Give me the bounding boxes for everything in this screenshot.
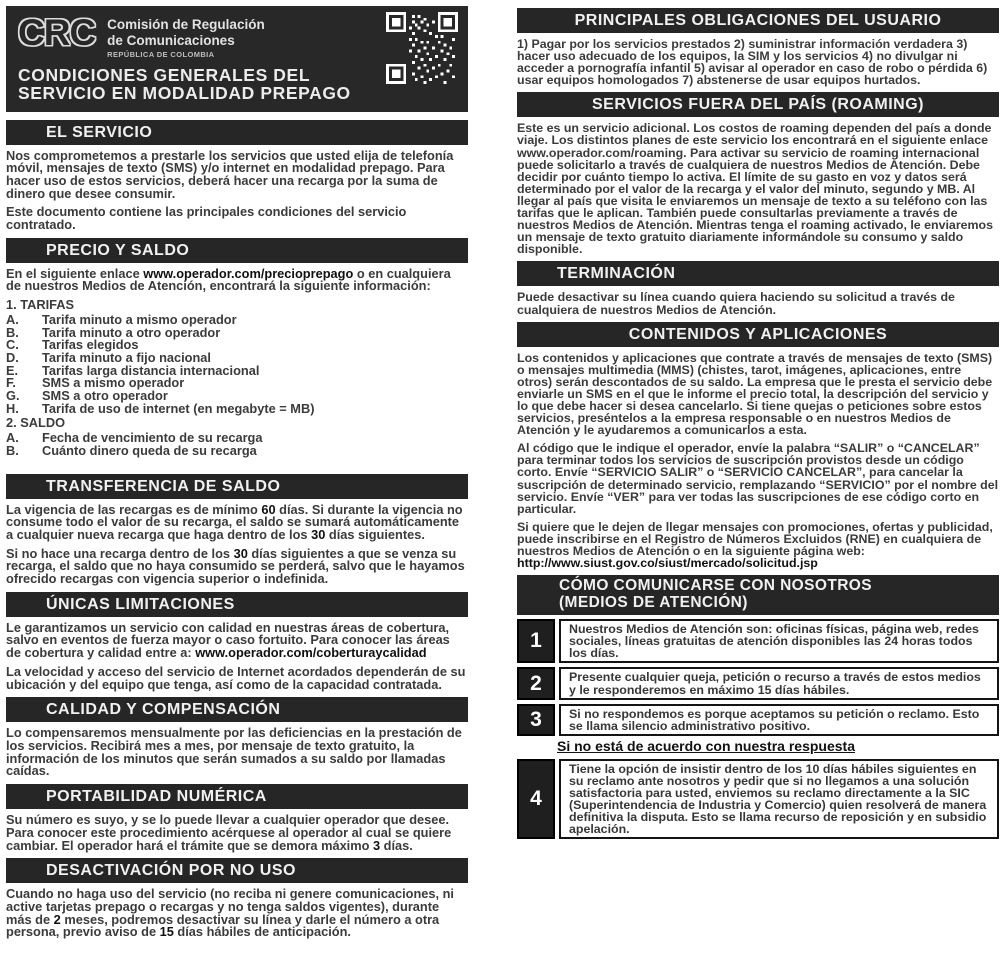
right-column-blocks [517,8,999,839]
paragraph: Este es un servicio adicional. Los costos de roaming dependen del país a donde viaje. Los distintos planes de este servicio los encontrará en el siguiente enlace www.operador.com/roaming. Para activar su servicio de roaming internacional puede solicitarlo a través de cualquiera de nuestros Medios de Atención. Debe decidir por cuánto tiempo lo activa. El límite de su gasto en voz y datos será determinado por el valor de la recarga y el valor del minuto, segundo y MB. Al llegar al país que visita le enviaremos un mensaje de texto a su teléfono con las tarifas que le aplican. También puede consultarlas previamente a través de nuestros Medios de Atención. Mientras tenga el roaming activado, le enviaremos un mensaje de texto gratuito diariamente informándole su consumo y saldo disponible. [517,121,994,257]
list-item-label: G. [6,388,20,404]
list-item-text: Cuánto dinero queda de su recarga [42,442,257,458]
paragraph: Lo compensaremos mensualmente por las deficiencias en la prestación de los servicios. Recibirá mes a mes, por mensaje de texto gratuito, la información de los minutos que serán sumados a su saldo por llamadas caídas. [6,725,462,779]
contact-table-header-line1: CÓMO COMUNICARSE CON NOSOTROS [559,577,872,595]
table-row-number: 2 [517,667,555,699]
emphasis: www.operador.com/precioprepago [143,265,354,281]
emphasis: 15 [159,924,174,940]
list-item [6,400,468,416]
org-line-2: de Comunicaciones [107,33,235,48]
list-item-label: C. [6,337,19,353]
document-title-line1: CONDICIONES GENERALES DEL [18,64,311,85]
paragraph: Si quiere que le dejen de llegar mensajes con promociones, ofertas y publicidad, puede inscribirse en el Registro de Números Excluidos (RNE) en cualquiera de nuestros Medios de Atención o en la siguiente página web: http://www.siust.gov.co/siust/mercado/solicitud.jsp [517,519,993,571]
list-item-label: E. [6,362,19,378]
brand-header [6,6,468,112]
paragraph: 1. TARIFAS [6,297,75,313]
emphasis: 60 [261,501,276,517]
section-header-desactivacion-por-no-uso: DESACTIVACIÓN POR NO USO [6,858,468,883]
emphasis: http://www.siust.gov.co/siust/mercado/solicitud.jsp [517,556,818,571]
paragraph: Los contenidos y aplicaciones que contrate a través de mensajes de texto (SMS) o mensajes multimedia (MMS) (chistes, tarot, imágenes, aplicaciones, entre otros) serán descontados de su saldo. La empresa que le presta el servicio debe enviarle un SMS en el que le informe el precio total, la descripción del servicio y lo que debe hacer si desea cancelarlo. Si tiene quejas o peticiones sobre estos servicios, preséntelos a la empresa responsable o en nuestros Medios de Atención y le ayudaremos a comunicarlos a esta. [517,350,993,438]
table-row-text: Nuestros Medios de Atención son: oficinas físicas, página web, redes sociales, líneas gratuitas de atención disponibles las 24 horas todos los días. [559,619,999,663]
list-item-text: Tarifa minuto a mismo operador [42,311,237,327]
list-item-label: B. [6,324,19,340]
paragraph: 2. SALDO [6,415,66,431]
list-item-text: Tarifa minuto a fijo nacional [42,349,211,365]
section-header-el-servicio: EL SERVICIO [6,120,468,145]
table-row-number: 4 [517,759,555,840]
list-item [6,442,468,458]
emphasis: 15 [757,682,772,697]
table-row [517,704,999,736]
section-header-principales-obligaciones-del-usuario: PRINCIPALES OBLIGACIONES DEL USUARIO [517,8,999,33]
list-item-text: Fecha de vencimiento de su recarga [42,430,263,446]
table-row [517,667,999,699]
emphasis: 2 [53,911,61,927]
paragraph: La velocidad y acceso del servicio de Internet acordados dependerán de su ubicación y del equipo que tenga, así como de la capacidad contratada. [6,663,466,692]
paragraph: Nos comprometemos a prestarle los servicios que usted elija de telefonía móvil, mensajes de texto (SMS) y/o internet en modalidad prepago. Para hacer uso de estos servicios, deberá hacer una recarga por la suma de dinero que desee consumir. [6,147,454,201]
paragraph: Puede desactivar su línea cuando quiera haciendo su solicitud a través de cualquiera de nuestros Medios de Atención. [517,290,955,317]
spacer [6,458,468,472]
section-header-calidad-y-compensacion: CALIDAD Y COMPENSACIÓN [6,697,468,722]
org-subtitle: REPÚBLICA DE COLOMBIA [107,49,215,59]
contact-table-header-line2: (MEDIOS DE ATENCIÓN) [559,593,748,611]
table-row [517,759,999,840]
qr-code-icon [386,12,458,84]
table-row-number: 3 [517,704,555,736]
right-column [517,6,999,979]
list-item-text: Tarifa minuto a otro operador [42,324,221,340]
list-item-label: F. [6,375,16,391]
emphasis: www.operador.com/coberturaycalidad [195,645,427,661]
emphasis: 30 [311,526,326,542]
section-header-contenidos-y-aplicaciones: CONTENIDOS Y APLICACIONES [517,322,999,347]
left-column-blocks [6,120,468,940]
list-item-label: A. [6,430,19,446]
contact-table [517,575,999,839]
table-row [517,619,999,663]
list-item-label: H. [6,400,19,416]
section-header-terminacion: TERMINACIÓN [517,261,999,286]
list-item-text: Tarifas larga distancia internacional [42,362,260,378]
table-row-number: 1 [517,619,555,663]
left-column [6,6,468,979]
section-header-portabilidad-numerica: PORTABILIDAD NUMÉRICA [6,784,468,809]
list-item-text: Tarifas elegidos [42,337,139,353]
document-title-line2: SERVICIO EN MODALIDAD PREPAGO [18,83,351,103]
emphasis: 3 [373,837,381,853]
section-header-precio-y-saldo: PRECIO Y SALDO [6,238,468,263]
table-row-text: Tiene la opción de insistir dentro de los 10 días hábiles siguientes en su reclamo ante nosotros y pedir que si no llegamos a una solución satisfactoria para usted, enviemos su reclamo directamente a la SIC (Superintendencia de Industria y Comercio) quien resolverá de manera definitiva la disputa. Esto se llama recurso de reposición y en subsidio apelación. [559,759,999,840]
table-row-text: Si no respondemos es porque aceptamos su petición o reclamo. Esto se llama silencio administrativo positivo. [559,704,999,736]
section-header-servicios-fuera-del-pais-roaming: SERVICIOS FUERA DEL PAÍS (ROAMING) [517,92,999,117]
org-line-1: Comisión de Regulación [107,17,265,32]
section-header-unicas-limitaciones: ÚNICAS LIMITACIONES [6,592,468,617]
emphasis: 30 [233,545,248,561]
list-item-label: A. [6,311,19,327]
section-header-transferencia-de-saldo: TRANSFERENCIA DE SALDO [6,474,468,499]
paragraph: Al código que le indique el operador, envíe la palabra “SALIR” o “CANCELAR” para terminar todos los servicios de suscripción provistos desde un código corto. Envíe “SERVICIO SALIR” o “SERVICIO CANCELAR”, para cancelar la suscripción de determinado servicio, remplazando “SERVICIO” por el nombre del servicio. Envíe “VER” para ver todas las suscripciones de ese código corto en particular. [517,441,999,516]
paragraph: Si no hace una recarga dentro de los 30 días siguientes a que se venza su recarga, el saldo que no haya consumido se perderá, salvo que le hayamos ofrecido recargas con vigencia superior o indefinida. [6,545,465,587]
list-item-text: Tarifa de uso de internet (en megabyte = MB) [42,400,315,416]
contact-table-header [517,575,999,615]
list-item-label: D. [6,349,19,365]
paragraph: Cuando no haga uso del servicio (no reciba ni genere comunicaciones, ni active tarjetas prepago o recargas y no tenga saldos vigentes), durante más de 2 meses, podremos desactivar su línea y darle el número a otra persona, previo aviso de 15 días hábiles de anticipación. [6,886,454,940]
paragraph: Su número es suyo, y se lo puede llevar a cualquier operador que desee. Para conocer este procedimiento acérquese al operador al cual se quiere cambiar. El operador hará el trámite que se demora máximo 3 días. [6,812,452,853]
list-item-text: SMS a mismo operador [42,375,185,391]
paragraph: 1) Pagar por los servicios prestados 2) suministrar información verdadera 3) hacer uso adecuado de los equipos, la SIM y los servicios 4) no divulgar ni acceder a pornografía infantil 5) avisar al operador en caso de robo o pérdida 6) usar equipos homologados 7) abstenerse de usar equipos hurtados. [517,37,988,88]
paragraph: La vigencia de las recargas es de mínimo 60 días. Si durante la vigencia no consume todo el valor de su recarga, el saldo se sumará automáticamente a cualquier nueva recarga que haga dentro de los 30 días siguientes. [6,501,463,542]
org-name [107,14,265,59]
paragraph: En el siguiente enlace www.operador.com/precioprepago o en cualquiera de nuestros Medios de Atención, encontrará la siguiente información: [6,265,451,294]
crc-logo: CRC [18,12,96,53]
list-item-text: SMS a otro operador [42,388,168,404]
table-row-text: Presente cualquier queja, petición o recurso a través de estos medios y le responderemos en máximo 15 días hábiles. [559,667,999,699]
table-divider-note: Si no está de acuerdo con nuestra respuesta [557,737,855,754]
paragraph: Le garantizamos un servicio con calidad en nuestras áreas de cobertura, salvo en eventos de fuerza mayor o caso fortuito. Para conocer las áreas de cobertura y calidad entre a: www.operador.com/coberturaycalidad [6,619,450,661]
paragraph: Este documento contiene las principales condiciones del servicio contratado. [6,204,407,233]
list-item-label: B. [6,442,19,458]
